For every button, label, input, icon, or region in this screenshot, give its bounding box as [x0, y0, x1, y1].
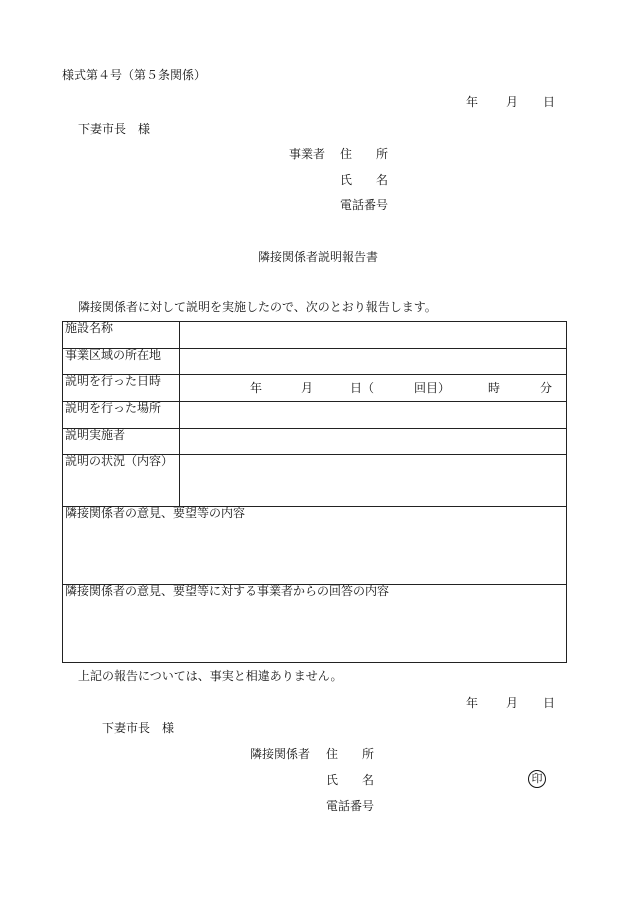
row-opinions: [63, 507, 567, 585]
addressee2: 下妻市長 様: [102, 721, 175, 735]
applicant-phone-label: 電話番号: [340, 198, 389, 212]
form-number: 様式第４号（第５条関係）: [62, 68, 207, 82]
presenter-label: 説明実施者: [63, 429, 180, 455]
date-day: 日: [543, 95, 556, 109]
datetime-field[interactable]: [180, 375, 567, 402]
facility-name-field[interactable]: [180, 322, 567, 349]
date2-month: 月: [506, 696, 519, 710]
status-field[interactable]: [180, 455, 567, 507]
place-field[interactable]: [180, 402, 567, 429]
addressee: 下妻市長 様: [78, 122, 151, 136]
datetime-label: 説明を行った日時: [63, 375, 180, 402]
date2-year: 年: [466, 696, 479, 710]
applicant-name-label: 氏 名: [340, 173, 389, 187]
status-label: 説明の状況（内容）: [63, 455, 180, 507]
applicant-address-label: 住 所: [340, 147, 389, 161]
datetime-round: 回目）: [414, 381, 451, 395]
row-responses: [63, 585, 567, 663]
facility-name-label: 施設名称: [63, 322, 180, 349]
responses-label: 隣接関係者の意見、要望等に対する事業者からの回答の内容: [65, 584, 390, 598]
datetime-hour: 時: [488, 381, 501, 395]
intro-text: 隣接関係者に対して説明を実施したので、次のとおり報告します。: [78, 300, 437, 314]
datetime-minute: 分: [540, 381, 553, 395]
location-label: 事業区域の所在地: [63, 349, 180, 375]
seal-mark: 印: [528, 770, 546, 788]
datetime-month: 月: [301, 381, 314, 395]
neighbor-name-label: 氏 名: [326, 773, 375, 787]
neighbor-role: 隣接関係者: [250, 747, 311, 761]
neighbor-phone-label: 電話番号: [326, 799, 375, 813]
location-field[interactable]: [180, 349, 567, 375]
report-table: [62, 321, 567, 663]
presenter-field[interactable]: [180, 429, 567, 455]
place-label: 説明を行った場所: [63, 402, 180, 429]
responses-field[interactable]: [63, 585, 567, 663]
row-location: [63, 349, 567, 375]
document-title: 隣接関係者説明報告書: [258, 250, 379, 264]
row-place: [63, 402, 567, 429]
row-status: [63, 455, 567, 507]
neighbor-address-label: 住 所: [326, 747, 375, 761]
opinions-label: 隣接関係者の意見、要望等の内容: [65, 506, 246, 520]
row-facility-name: [63, 322, 567, 349]
opinions-field[interactable]: [63, 507, 567, 585]
confirmation-text: 上記の報告については、事実と相違ありません。: [78, 669, 343, 683]
row-datetime: [63, 375, 567, 402]
date2-day: 日: [543, 696, 556, 710]
applicant-role: 事業者: [289, 147, 326, 161]
datetime-year: 年: [250, 381, 263, 395]
datetime-day: 日（: [350, 381, 375, 395]
row-presenter: [63, 429, 567, 455]
date-year: 年: [466, 95, 479, 109]
date-month: 月: [506, 95, 519, 109]
